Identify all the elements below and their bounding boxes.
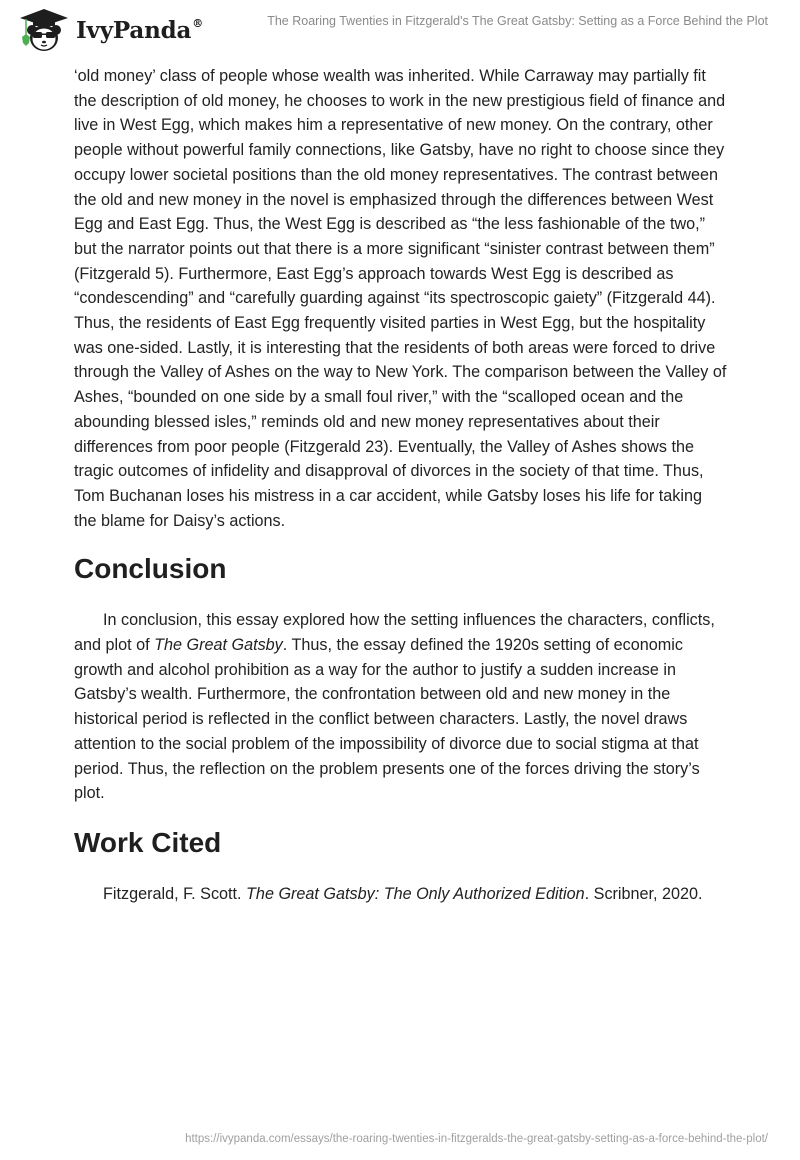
registered-mark: ® bbox=[192, 16, 203, 30]
body-paragraph: ‘old money’ class of people whose wealth was inherited. While Carraway may partially fit the description of old money, he chooses to work in the new prestigious field of finance and live in West Egg, which makes him a representative of new money. On the contrary, other people without powerful family connections, like Gatsby, have no right to choose since they occupy lower societal positions than the old money representatives. The contrast between the old and new money in the novel is emphasized through the differences between West Egg and East Egg. Thus, the West Egg is described as “the less fashionable of the two,” but the narrator points out that there is a more significant “sinister contrast between them” (Fitzgerald 5). Furthermore, East Egg’s approach towards West Egg is described as “condescending” and “carefully guarding against “its spectroscopic gaiety” (Fitzgerald 44). Thus, the residents of East Egg frequently visited parties in West Egg, but the hospitality was one-sided. Lastly, it is interesting that the residents of both areas were forced to drive through the Valley of Ashes on the way to New York. The comparison between the Valley of Ashes, “bounded on one side by a small foul river,” with the “scalloped ocean and the abounding blessed isles,” reminds old and new money representatives about their differences from poor people (Fitzgerald 23). Eventually, the Valley of Ashes shows the tragic outcomes of infidelity and disapproval of divorces in the society of that time. Thus, Tom Buchanan loses his mistress in a car accident, while Gatsby loses his life for taking the blame for Daisy’s actions. bbox=[74, 67, 727, 530]
panda-graduation-cap-icon bbox=[18, 7, 70, 53]
page-header bbox=[0, 0, 800, 58]
conclusion-heading: Conclusion bbox=[74, 553, 227, 585]
conclusion-paragraph: In conclusion, this essay explored how the setting influences the characters, conflicts, and plot of The Great Gatsby. Thus, the essay defined the 1920s setting of economic growth and alcohol prohibition as a way for the author to justify a sudden increase in Gatsby’s wealth. Furthermore, the confrontation between old and new money in the historical period is reflected in the conflict between characters. Lastly, the novel draws attention to the social problem of the impossibility of divorce due to social stigma at that period. Thus, the reflection on the problem presents one of the forces driving the story’s plot. bbox=[74, 611, 715, 803]
works-cited-heading: Work Cited bbox=[74, 826, 222, 858]
citation-entry: Fitzgerald, F. Scott. The Great Gatsby: The Only Authorized Edition. Scribner, 2020. bbox=[103, 884, 703, 903]
logo-wordmark: IvyPanda® bbox=[76, 16, 203, 44]
ivypanda-logo[interactable] bbox=[18, 7, 203, 53]
document-title: The Roaring Twenties in Fitzgerald's The Great Gatsby: Setting as a Force Behind the Plot bbox=[267, 14, 768, 28]
book-title: The Great Gatsby bbox=[154, 636, 283, 655]
source-url-link[interactable]: https://ivypanda.com/essays/the-roaring-twenties-in-fitzgeralds-the-great-gatsby-setting-as-a-force-behind-the-plot/ bbox=[185, 1133, 768, 1145]
essay-content bbox=[74, 64, 728, 907]
citation-title: The Great Gatsby: The Only Authorized Edition bbox=[246, 884, 585, 903]
